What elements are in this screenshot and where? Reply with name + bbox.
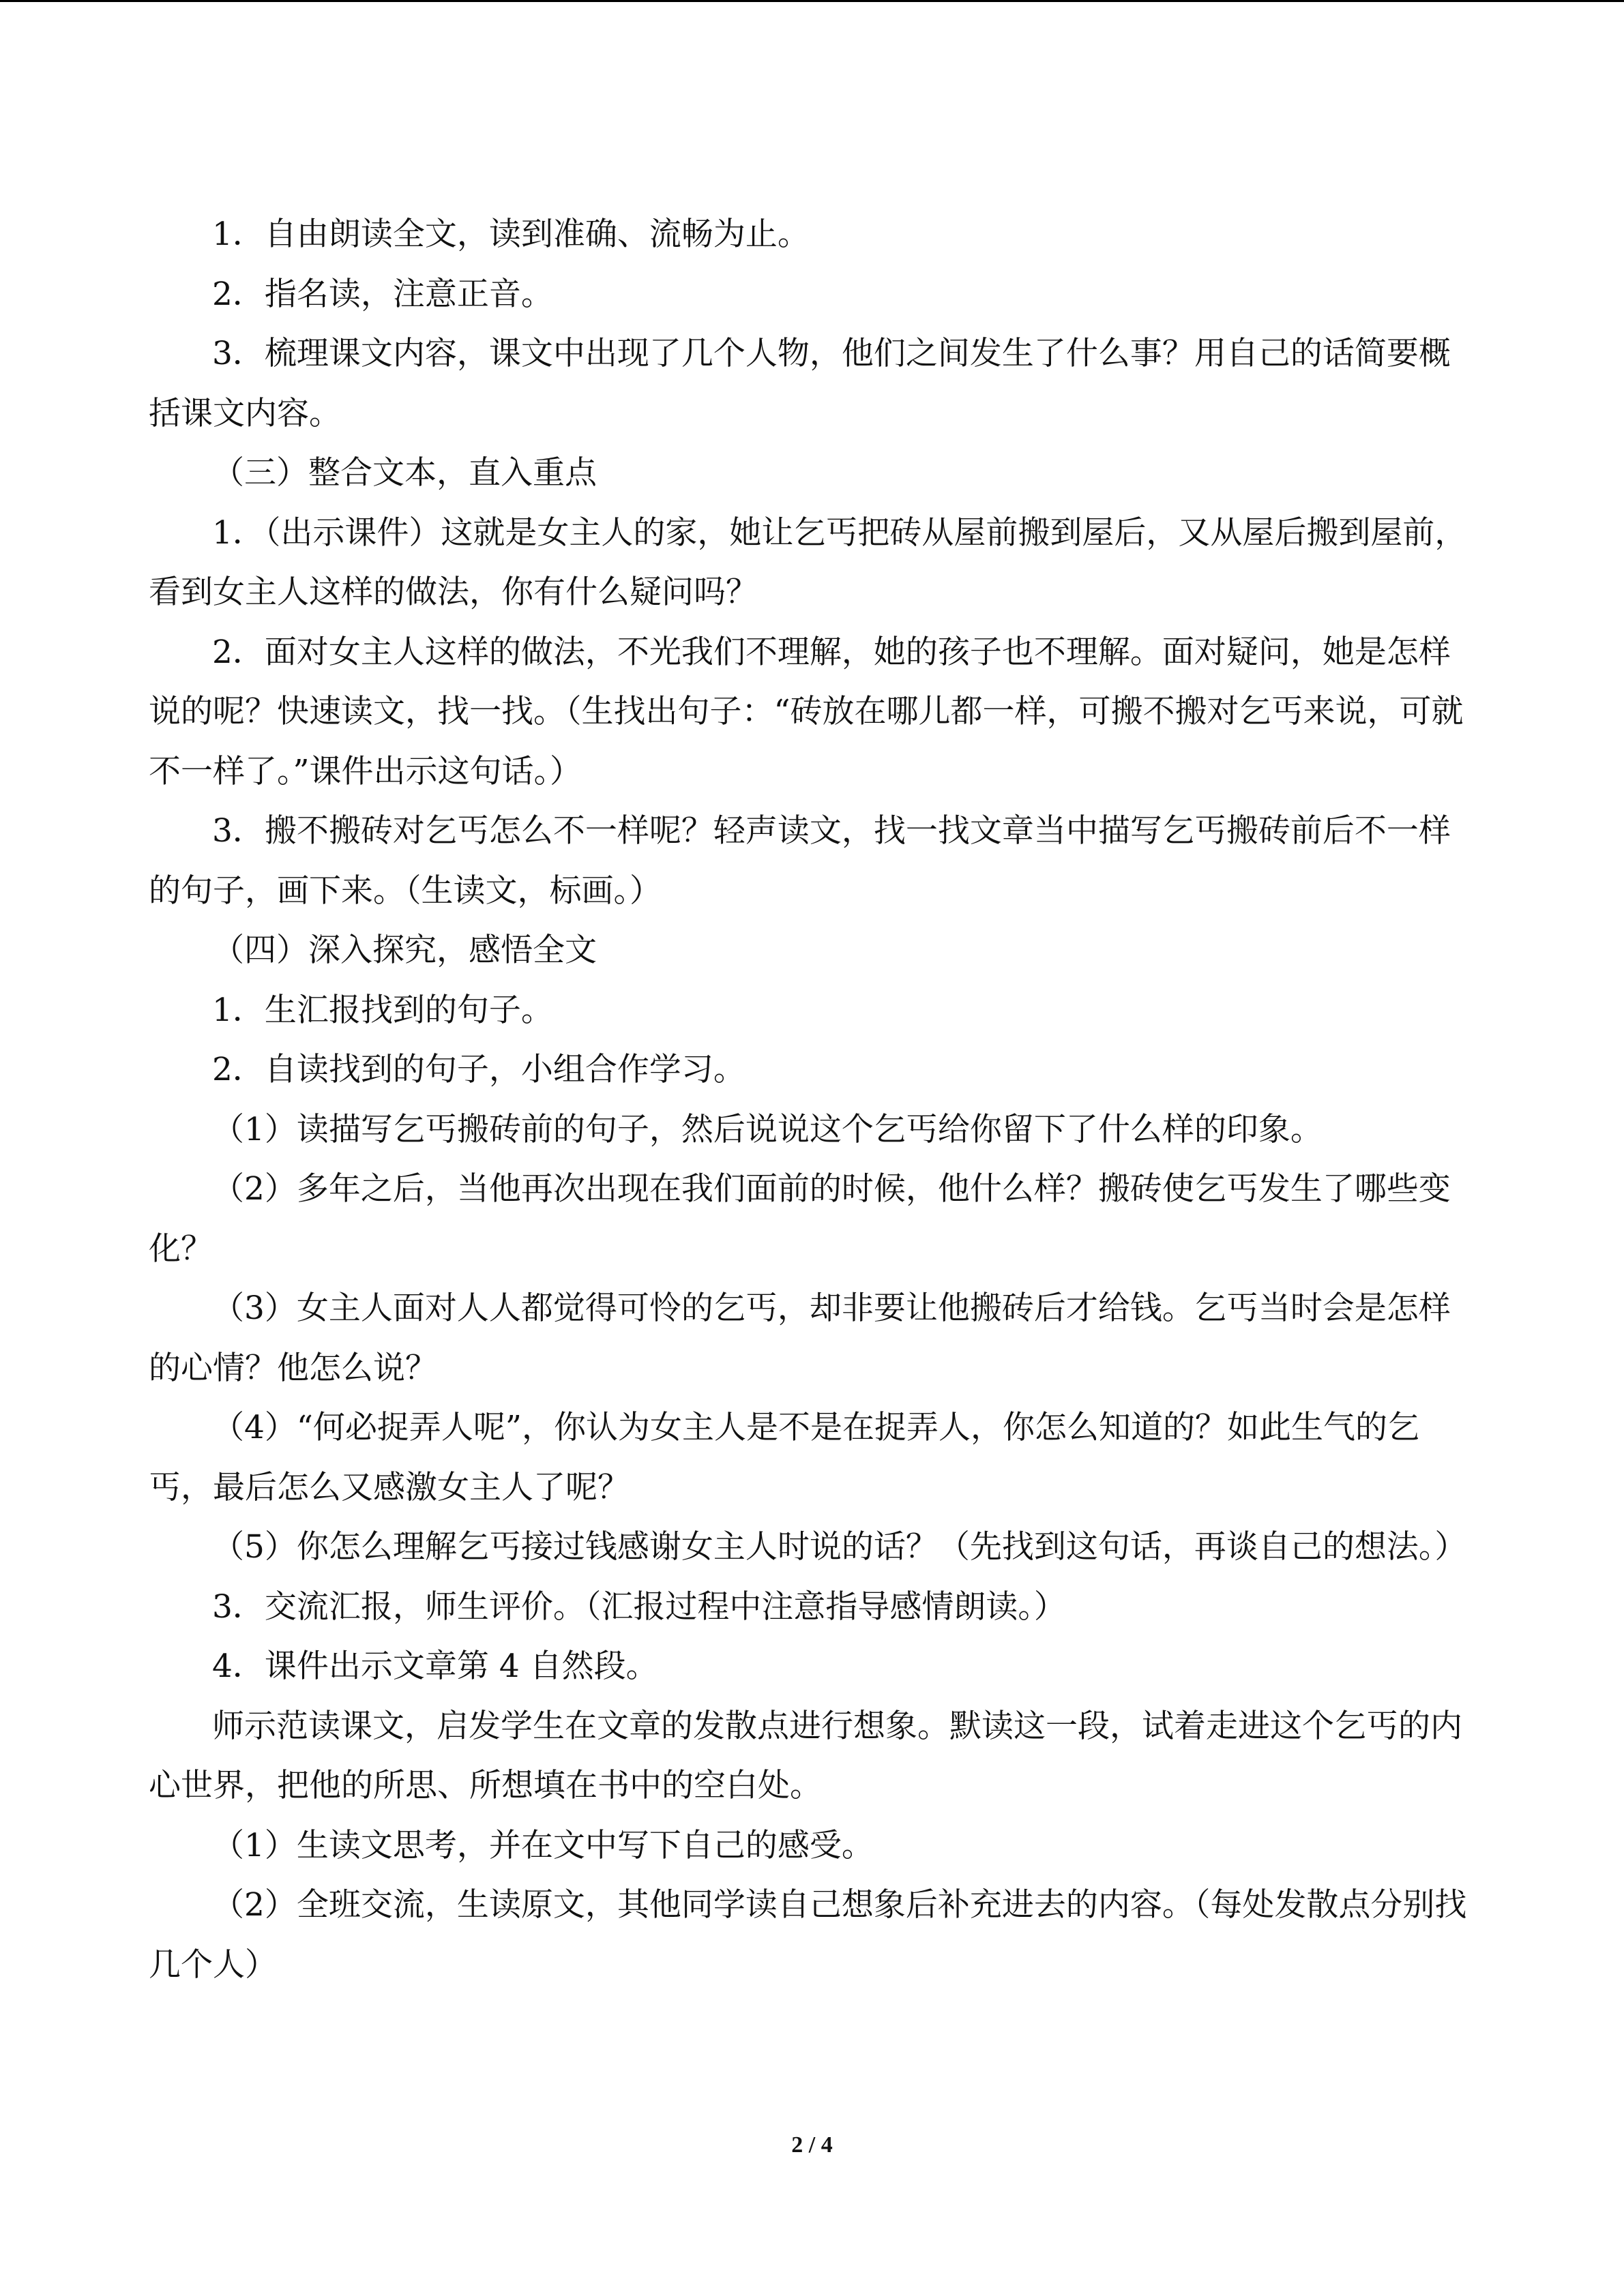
paragraph: 1．（出示课件）这就是女主人的家，她让乞丐把砖从屋前搬到屋后，又从屋后搬到屋前，看到女主人这样的做法，你有什么疑问吗？ — [149, 513, 1467, 611]
paragraph: 2．自读找到的句子，小组合作学习。 — [212, 1051, 745, 1088]
section-heading: （三）整合文本，直入重点 — [212, 454, 597, 492]
paragraph: 3．梳理课文内容，课文中出现了几个人物，他们之间发生了什么事？用自己的话简要概括课文内容。 — [149, 335, 1451, 432]
paragraph: 1．生汇报找到的句子。 — [212, 991, 553, 1029]
paragraph: （5）你怎么理解乞丐接过钱感谢女主人时说的话？（先找到这句话，再谈自己的想法。） — [212, 1528, 1467, 1566]
page-number: 2 / 4 — [791, 2132, 833, 2158]
paragraph: 1．自由朗读全文，读到准确、流畅为止。 — [212, 215, 810, 253]
paragraph: （2）多年之后，当他再次出现在我们面前的时候，他什么样？搬砖使乞丐发生了哪些变化？ — [149, 1170, 1451, 1268]
paragraph: （2）全班交流，生读原文，其他同学读自己想象后补充进去的内容。（每处发散点分别找几个人） — [149, 1886, 1467, 1984]
paragraph: 3．交流汇报，师生评价。（汇报过程中注意指导感情朗读。） — [212, 1587, 1066, 1626]
paragraph: 3．搬不搬砖对乞丐怎么不一样呢？轻声读文，找一找文章当中描写乞丐搬砖前后不一样的句子，画下来。（生读文，标画。） — [149, 812, 1451, 910]
paragraph: （1）生读文思考，并在文中写下自己的感受。 — [212, 1826, 874, 1864]
top-border-line — [0, 0, 1624, 2]
paragraph: （1）读描写乞丐搬砖前的句子，然后说说这个乞丐给你留下了什么样的印象。 — [212, 1110, 1323, 1148]
document-body — [149, 205, 1475, 1995]
paragraph: 2．指名读，注意正音。 — [212, 275, 553, 313]
paragraph: 4．课件出示文章第 4 自然段。 — [212, 1648, 658, 1685]
section-heading: （四）深入探究，感悟全文 — [212, 931, 597, 969]
paragraph: 2．面对女主人这样的做法，不光我们不理解，她的孩子也不理解。面对疑问，她是怎样说的呢？快速读文，找一找。（生找出句子：“砖放在哪儿都一样，可搬不搬对乞丐来说，可就不一样了。”课件出示这句话。） — [149, 633, 1464, 790]
paragraph: （4）“何必捉弄人呢”，你认为女主人是不是在捉弄人，你怎么知道的？如此生气的乞丐，最后怎么又感激女主人了呢？ — [149, 1409, 1419, 1506]
paragraph: （3）女主人面对人人都觉得可怜的乞丐，却非要让他搬砖后才给钱。乞丐当时会是怎样的心情？他怎么说？ — [149, 1289, 1451, 1387]
paragraph: 师示范读课文，启发学生在文章的发散点进行想象。默读这一段，试着走进这个乞丐的内心世界，把他的所思、所想填在书中的空白处。 — [149, 1707, 1462, 1804]
